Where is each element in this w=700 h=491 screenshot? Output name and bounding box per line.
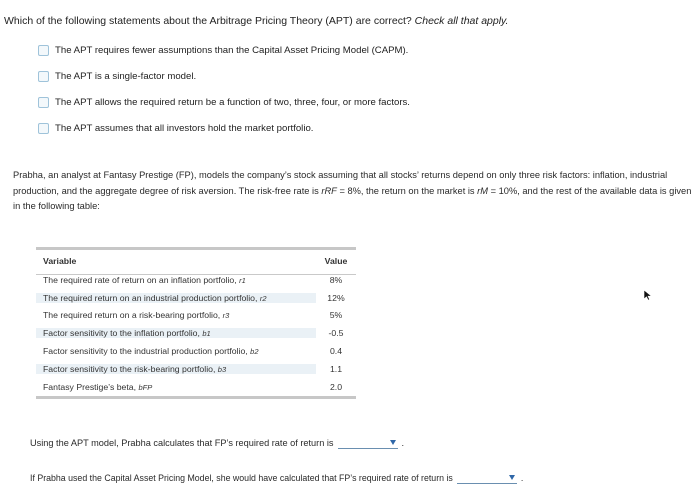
option-label: The APT allows the required return be a function of two, three, four, or more factors.: [55, 96, 410, 108]
mouse-pointer-icon: [643, 289, 653, 301]
paragraph-text: = 8%, the return on the market is: [336, 185, 478, 196]
apt-question-text: Using the APT model, Prabha calculates that FP’s required rate of return is: [30, 438, 334, 448]
period: .: [401, 438, 405, 448]
risk-free-symbol: rRF: [321, 185, 337, 196]
variable-header: Variable: [43, 255, 77, 266]
symbol: b3: [217, 364, 227, 374]
label-text: Factor sensitivity to the inflation portfolio,: [43, 328, 203, 339]
row-value: -0.5: [328, 328, 344, 339]
row-value: 2.0: [329, 381, 343, 392]
question-text: [4, 15, 508, 27]
symbol: r2: [259, 293, 267, 303]
dropdown-arrow-icon: [509, 475, 515, 480]
option-multiple-factors[interactable]: [38, 96, 410, 108]
row-label: [36, 274, 316, 285]
period: .: [520, 473, 524, 483]
row-label: [36, 346, 316, 356]
problem-paragraph: [13, 168, 693, 215]
table-row: [36, 342, 356, 360]
checkbox[interactable]: [38, 71, 49, 82]
label-text: Fantasy Prestige’s beta,: [43, 381, 139, 392]
apt-answer-dropdown[interactable]: [338, 437, 398, 449]
table-row: [36, 378, 356, 396]
option-label: The APT is a single-factor model.: [55, 70, 197, 82]
checkbox[interactable]: [38, 123, 49, 134]
table-row: [36, 324, 356, 342]
table-row: [36, 271, 356, 289]
row-label: [36, 310, 316, 320]
paragraph-text: Prabha, an analyst at Fantasy Prestige (FP), models the company’s stock assuming that all stocks’ returns depend on only three risk factors: inflation, industrial production, and the aggregate degree of risk aversion. The risk-free rate is: [13, 170, 668, 196]
symbol: b2: [250, 347, 259, 357]
capm-answer-dropdown[interactable]: [457, 472, 517, 484]
capm-question: [30, 472, 523, 484]
dropdown-arrow-icon: [390, 440, 396, 445]
checkbox[interactable]: [38, 97, 49, 108]
option-single-factor[interactable]: [38, 70, 410, 82]
row-label: [36, 328, 316, 338]
label-text: The required rate of return on an inflation portfolio,: [43, 275, 240, 286]
checkbox[interactable]: [38, 45, 49, 56]
symbol: bFP: [138, 382, 153, 392]
row-value: 12%: [327, 292, 345, 303]
value-header: Value: [324, 255, 348, 266]
table-row: [36, 360, 356, 378]
label-text: Factor sensitivity to the industrial production portfolio,: [43, 346, 251, 357]
table-row: [36, 307, 356, 325]
label-text: The required return on a risk-bearing portfolio,: [43, 310, 223, 321]
label-text: The required return on an industrial production portfolio,: [43, 292, 260, 303]
symbol: b1: [202, 329, 211, 339]
symbol: r3: [222, 311, 230, 321]
question-instruction: Check all that apply.: [414, 15, 509, 27]
row-value: 1.1: [329, 363, 343, 374]
row-value: 5%: [329, 310, 343, 321]
label-text: Factor sensitivity to the risk-bearing portfolio,: [43, 363, 218, 374]
row-value: 8%: [316, 274, 356, 285]
row-label: [36, 293, 316, 303]
answer-options: [38, 44, 410, 148]
apt-question: [30, 437, 404, 449]
capm-question-text: If Prabha used the Capital Asset Pricing Model, she would have calculated that FP’s required rate of return is: [30, 473, 453, 483]
row-label: [36, 364, 316, 374]
option-market-portfolio[interactable]: [38, 122, 410, 134]
market-return-symbol: rM: [477, 185, 489, 196]
row-label: [36, 382, 316, 392]
option-fewer-assumptions[interactable]: [38, 44, 410, 56]
table-row: [36, 289, 356, 307]
data-table: [36, 247, 356, 399]
option-label: The APT assumes that all investors hold the market portfolio.: [55, 122, 314, 134]
symbol: r1: [239, 276, 246, 286]
question-prefix: Which of the following statements about the Arbitrage Pricing Theory (APT) are correct?: [4, 15, 412, 27]
table-header: [36, 250, 356, 271]
row-value: 0.4: [329, 346, 343, 357]
option-label: The APT requires fewer assumptions than the Capital Asset Pricing Model (CAPM).: [55, 44, 409, 56]
paragraph-text: = 10%, and the rest of the available data is given in the following table:: [13, 185, 692, 211]
